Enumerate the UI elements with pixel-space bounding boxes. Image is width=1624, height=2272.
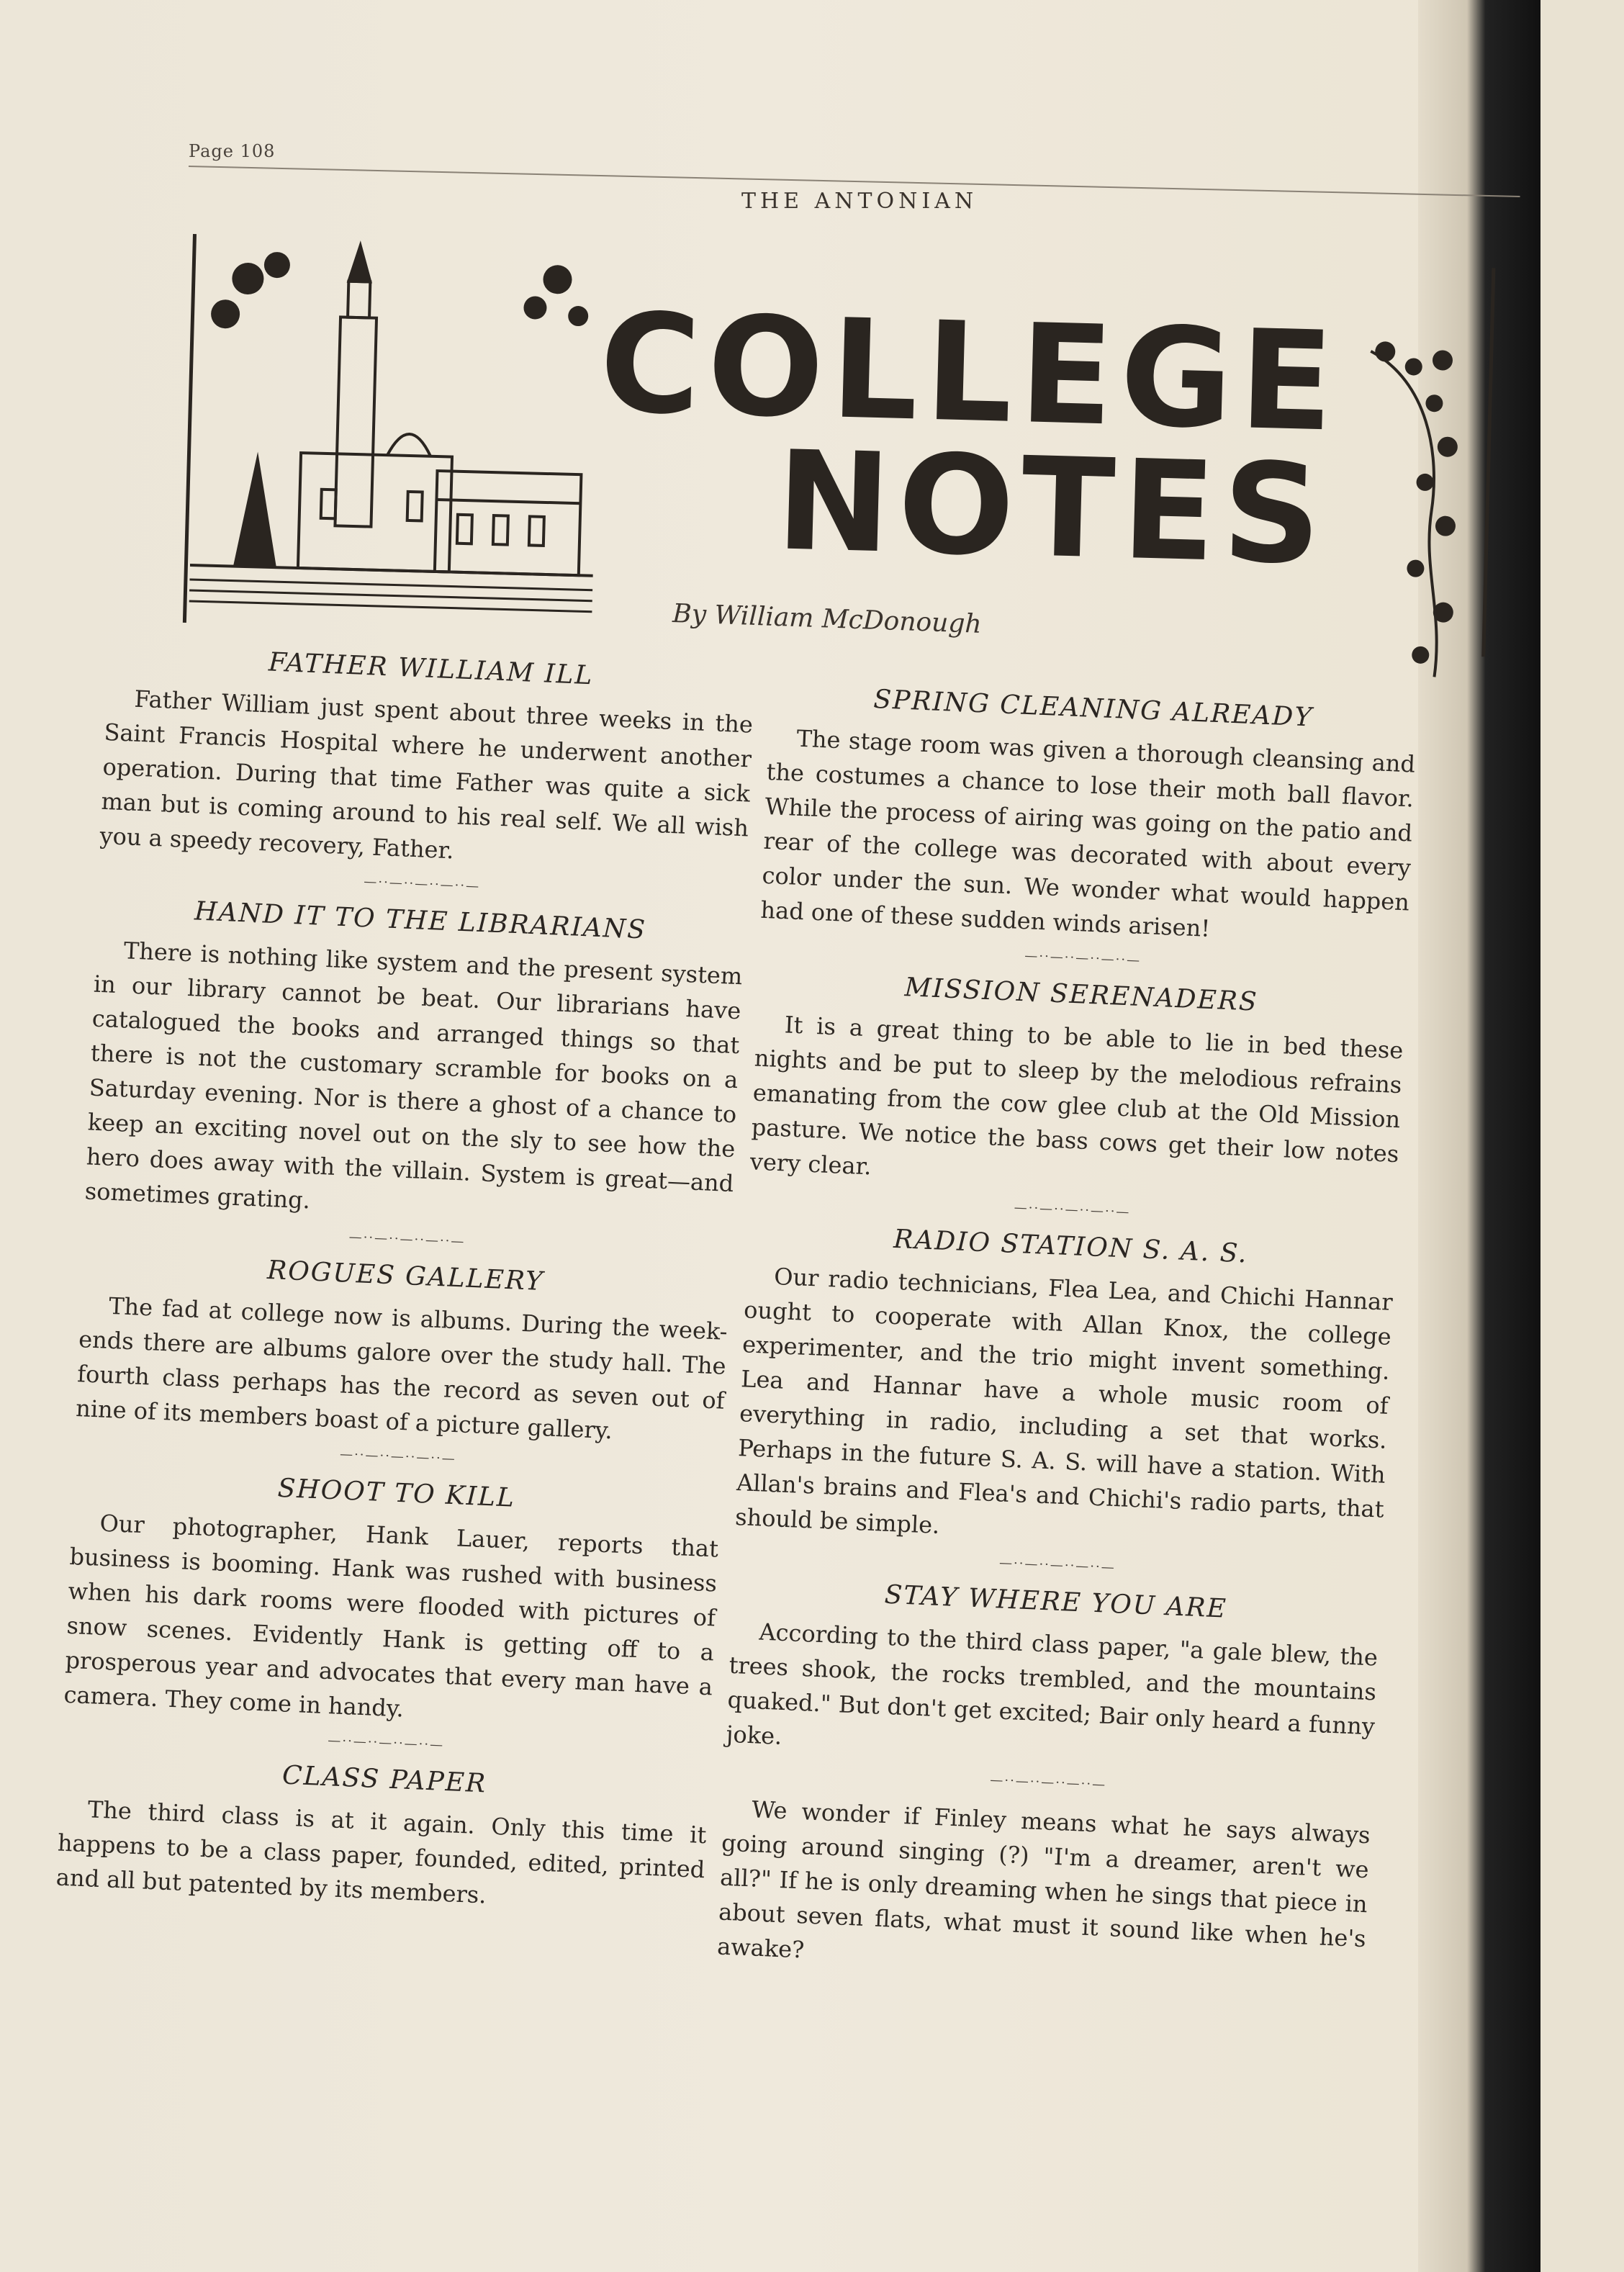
article-body: We wonder if Finley means what he says always going around singing (?) "I'm a dreamer, aren't we all?" If he is only dreaming when he sings that piece in about seven flats, what must it sound like when he's awake? — [716, 1795, 1371, 1964]
article-heading: MISSION SERENADERS — [903, 973, 1259, 1017]
article-body: Our photographer, Hank Lauer, reports that business is booming. Hank was rushed with business when his dark rooms were flooded with pictures of snow scenes. Evidently Hank is getting off to a prosperous year and advocates that every man have a camera. They come in handy. — [63, 1509, 719, 1723]
section-divider: —··—··—··—··— — [1014, 1199, 1131, 1220]
section-divider: —··—··—··—··— — [348, 1229, 466, 1250]
section-divider: —··—··—··—··— — [1024, 948, 1142, 968]
section-divider: —··—··—··—··— — [339, 1446, 457, 1467]
article-body: Father William just spent about three weeks in the Saint Francis Hospital where he underwent another operation. During that time Father was quite a sick man but is coming around to his real self. We all wish you a speedy recovery, Father. — [99, 685, 754, 865]
page-number: Page 108 — [189, 141, 276, 161]
article-heading: SPRING CLEANING ALREADY — [872, 685, 1314, 733]
section-divider: —··—··—··—··— — [327, 1733, 445, 1753]
publication-title: THE ANTONIAN — [741, 189, 978, 214]
section-divider: —··—··—··—··— — [989, 1772, 1107, 1793]
article-finley-dreamer — [716, 1791, 1371, 1991]
college-notes-banner — [182, 234, 1495, 667]
article-shoot-to-kill — [63, 1465, 721, 1739]
banner-title-college: COLLEGE — [597, 283, 1343, 462]
article-heading: RADIO STATION S. A. S. — [893, 1224, 1249, 1269]
article-body: The stage room was given a thorough cleansing and the costumes a chance to lose their moth ball flavor. While the process of airing was going on the patio and rear of the college was decorated with about every color under the sun. We wonder what would happen had one of these sudden winds arisen! — [759, 724, 1416, 942]
article-body: The third class is at it again. Only this time it happens to be a class paper, founded, edited, printed and all but patented by its members. — [55, 1795, 708, 1909]
article-body: It is a great thing to be able to lie in bed these nights and be put to sleep by the melodious refrains emanating from the cow glee club at the Old Mission pasture. We notice the bass cows get their low notes very clear. — [749, 1011, 1404, 1181]
article-heading: HAND IT TO THE LIBRARIANS — [194, 896, 647, 945]
section-divider: —··—··—··—··— — [363, 874, 481, 894]
section-divider: —··—··—··—··— — [998, 1555, 1116, 1576]
article-heading: ROGUES GALLERY — [266, 1256, 545, 1297]
article-radio-station-sas — [734, 1218, 1395, 1561]
article-body: There is nothing like system and the present system in our library cannot be beat. Our librarians have catalogued the books and arranged things so that there is not the customary scramble for books on a Saturday evening. Nor is there a ghost of a chance to keep an exciting novel out on the sly to see how the hero does away with the villain. System is great—and sometimes grating. — [84, 937, 744, 1214]
article-body: According to the third class paper, "a gale blew, the trees shook, the rocks trembled, and the mountains quaked." But don't get excited; Bair only heard a funny joke. — [725, 1618, 1379, 1750]
left-column — [55, 641, 755, 1931]
article-heading: FATHER WILLIAM ILL — [268, 647, 595, 691]
article-stay-where-you-are — [726, 1574, 1381, 1778]
byline: By William McDonough — [672, 599, 983, 639]
article-body: Our radio technicians, Flea Lea, and Chichi Hannar ought to cooperate with Allan Knox, the college experimenter, and the trio might invent something. Lea and Hannar have a whole music room of everything in radio, including a set that works. Perhaps in the future S. A. S. will have a station. With Allan's brains and Flea's and Chichi's radio parts, that should be simple. — [734, 1262, 1394, 1539]
article-rogues-gallery — [75, 1248, 730, 1452]
article-body: The fad at college now is albums. During the week-ends there are albums galore over the study hall. The fourth class perhaps has the record as seven out of nine of its members boast of a picture gallery. — [75, 1291, 728, 1445]
article-heading: SHOOT TO KILL — [276, 1473, 516, 1513]
vine-foliage-illustration — [1333, 336, 1472, 685]
article-spring-cleaning-already — [760, 680, 1418, 954]
article-mission-serenaders — [749, 967, 1406, 1206]
right-column — [716, 680, 1418, 2001]
article-heading: CLASS PAPER — [281, 1760, 487, 1799]
banner-title-notes: NOTES — [774, 421, 1330, 595]
article-heading: STAY WHERE YOU ARE — [883, 1579, 1228, 1624]
article-class-paper — [55, 1752, 709, 1922]
article-hand-it-to-the-librarians — [84, 893, 745, 1235]
mission-building-illustration — [189, 234, 601, 618]
article-father-william-ill — [99, 641, 756, 880]
